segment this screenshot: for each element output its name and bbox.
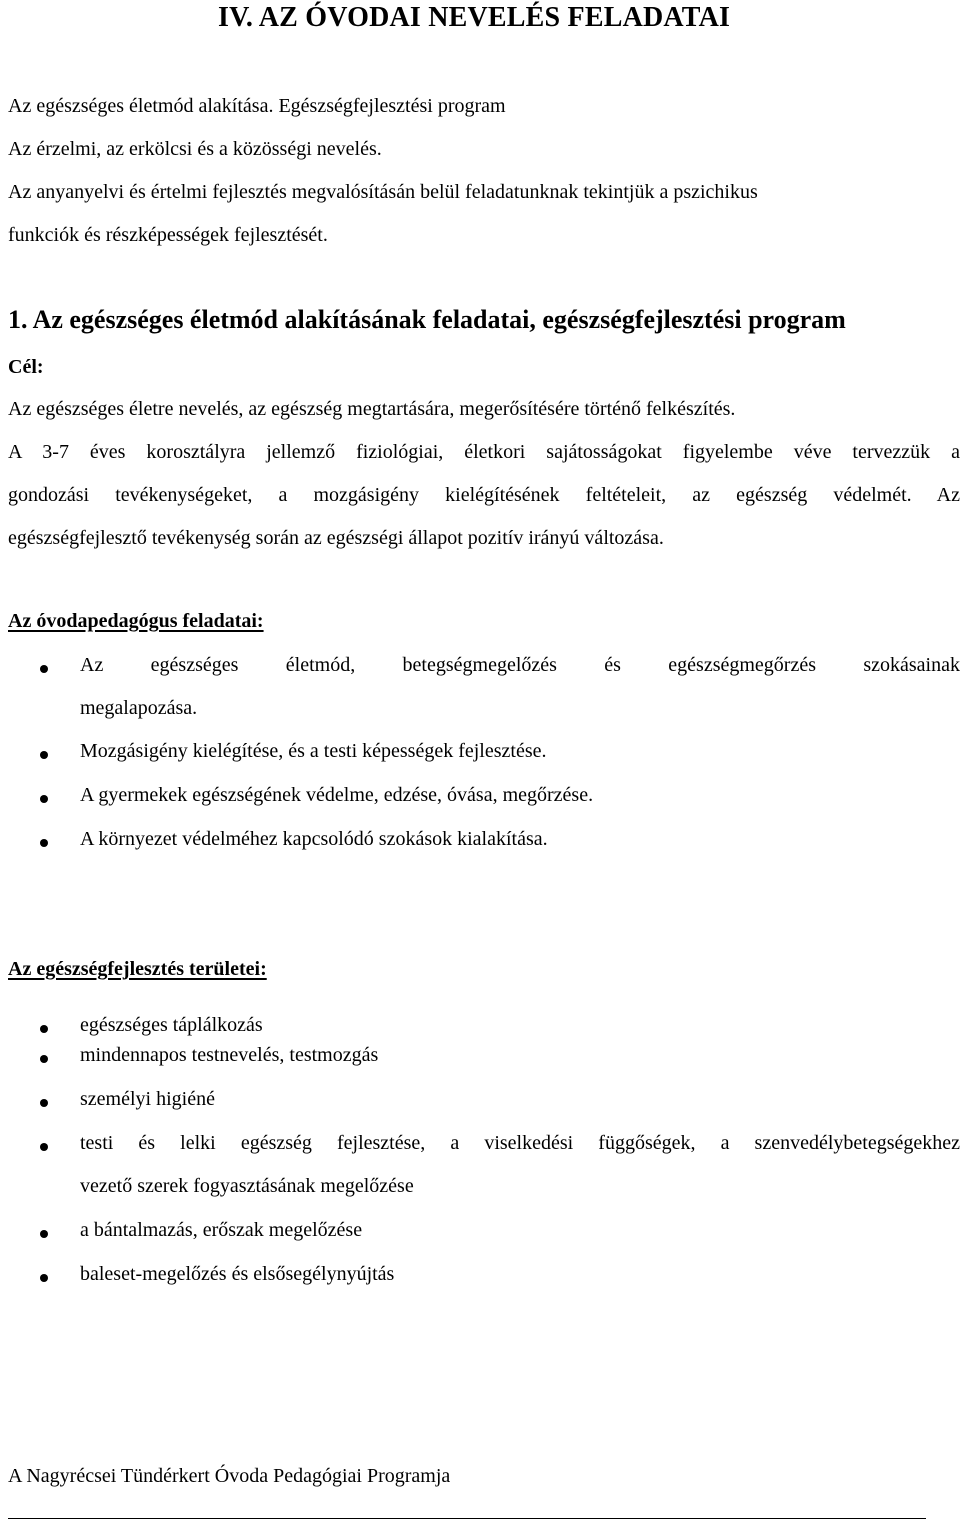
bullet-icon (40, 1143, 48, 1151)
footer-rule (8, 1518, 926, 1519)
list-item-text: A gyermekek egészségének védelme, edzése, óvása, megőrzése. (80, 784, 594, 806)
list-item (0, 740, 960, 770)
bullet-icon (40, 1230, 48, 1238)
paragraph-line: A 3-7 éves korosztályra jellemző fiziológiai, életkori sajátosságokat figyelembe véve tervezzük a (8, 441, 960, 463)
list-item-text: A környezet védelméhez kapcsolódó szokások kialakítása. (80, 828, 548, 850)
bullet-icon (40, 1099, 48, 1107)
intro-line: Az anyanyelvi és értelmi fejlesztés megvalósításán belül feladatunknak tekintjük a pszichikus (8, 181, 758, 203)
bullet-icon (40, 1025, 48, 1033)
section-heading: 1. Az egészséges életmód alakításának feladatai, egészségfejlesztési program (8, 305, 846, 334)
intro-line: Az érzelmi, az erkölcsi és a közösségi nevelés. (8, 138, 382, 160)
bullet-icon (40, 795, 48, 803)
list-item (0, 828, 960, 858)
bullet-icon (40, 839, 48, 847)
paragraph-line: egészségfejlesztő tevékenység során az egészségi állapot pozitív irányú változása. (8, 527, 664, 549)
list-item-text: Mozgásigény kielégítése, és a testi képességek fejlesztése. (80, 740, 547, 762)
goal-text: Az egészséges életre nevelés, az egészség megtartására, megerősítésére történő felkészítés. (8, 398, 736, 420)
list-item (0, 1132, 960, 1162)
footer-text: A Nagyrécsei Tündérkert Óvoda Pedagógiai Programja (8, 1465, 451, 1487)
list-item (0, 1088, 960, 1118)
list-item (0, 1014, 960, 1044)
intro-line: funkciók és részképességek fejlesztését. (8, 224, 328, 246)
bullet-icon (40, 1274, 48, 1282)
list-item (0, 1044, 960, 1074)
list-item (0, 654, 960, 684)
list-item-text: egészséges táplálkozás (80, 1014, 263, 1036)
paragraph-line: gondozási tevékenységeket, a mozgásigény kielégítésének feltételeit, az egészség védelmét. Az (8, 484, 960, 506)
list-item-text: a bántalmazás, erőszak megelőzése (80, 1219, 363, 1241)
bullet-icon (40, 1055, 48, 1063)
list-item-text: baleset-megelőzés és elsősegélynyújtás (80, 1263, 395, 1285)
list-item-continuation: vezető szerek fogyasztásának megelőzése (80, 1175, 414, 1197)
bullet-icon (40, 665, 48, 673)
goal-label: Cél: (8, 356, 44, 378)
intro-line: Az egészséges életmód alakítása. Egészségfejlesztési program (8, 95, 506, 117)
list-item-continuation: megalapozása. (80, 697, 198, 719)
page-title: IV. AZ ÓVODAI NEVELÉS FELADATAI (218, 2, 731, 33)
teacher-tasks-heading: Az óvodapedagógus feladatai: (8, 610, 264, 632)
list-item-text: személyi higiéné (80, 1088, 215, 1110)
bullet-icon (40, 751, 48, 759)
list-item (0, 784, 960, 814)
list-item (0, 1219, 960, 1249)
list-item-text: Az egészséges életmód, betegségmegelőzés és egészségmegőrzés szokásainak (80, 654, 960, 676)
list-item (0, 1263, 960, 1293)
health-areas-heading: Az egészségfejlesztés területei: (8, 958, 267, 980)
list-item-text: mindennapos testnevelés, testmozgás (80, 1044, 379, 1066)
list-item-text: testi és lelki egészség fejlesztése, a viselkedési függőségek, a szenvedélybetegségekhez (80, 1132, 960, 1154)
